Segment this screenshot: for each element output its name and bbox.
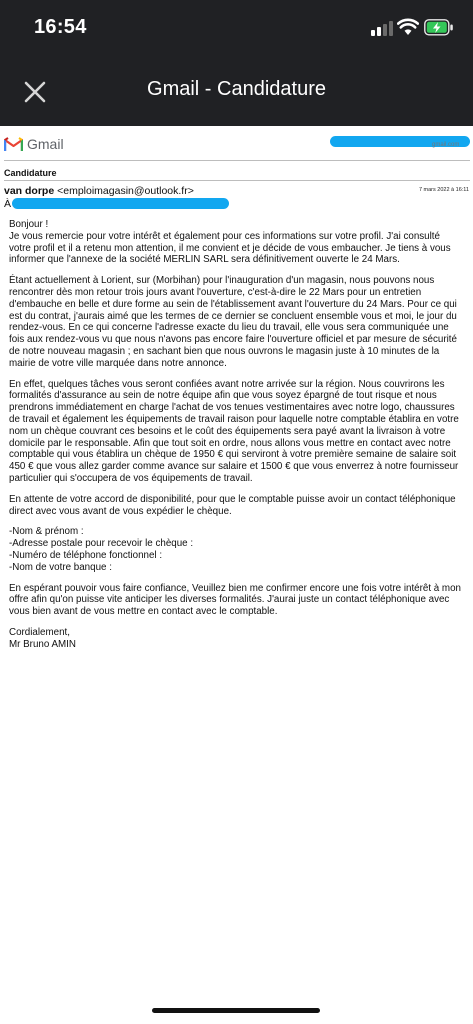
- email-paragraph: Étant actuellement à Lorient, sur (Morbihan) pour l'inauguration d'un magasin, nous pouvons nous rencontrer dès mon retour trois jours avant l'ouverture, c'est-à-dire le 22 Mars pour un entretien d'embauche en belle et dure forme au sein de l'établissement avant l'ouverture du 24 Mars. Pour ce qui est du contrat, j'aurais aimé que les termes de ce dernier se concluent ensemble vous et moi, le jour du rendez-vous. En ce qui concerne l'adresse exacte du lieu du travail, elle vous sera communiquée une fois aux rendez-vous vu que nous n'avons pas encore faire l'ouverture officiel et par mesure de sécurité de notre nouveau magasin ; en sachant bien que nous ouvrons le magasin juste à 10 minutes de la mairie de votre ville marquée dans notre annonce.: [9, 275, 457, 369]
- sender-name: van dorpe: [4, 185, 55, 197]
- gmail-logo-icon: [4, 137, 23, 152]
- email-form-fields: -Nom & prénom : -Adresse postale pour recevoir le chèque : -Numéro de téléphone fonctionnel : -Nom de votre banque :: [9, 526, 194, 573]
- email-paragraph: En espérant pouvoir vous faire confiance, Veuillez bien me confirmer encore une fois votre intérêt à mon offre afin qu'on puisse vite anticiper les diverses formalités. J'aurai juste un contact téléphonique avec vous bien avant de vous mettre en contact avec le comptable.: [9, 582, 461, 618]
- email-recipient-label: À: [4, 198, 12, 210]
- divider: [4, 180, 470, 181]
- gmail-logo-text: Gmail: [27, 136, 64, 152]
- home-indicator[interactable]: [152, 1008, 320, 1013]
- email-signature: Cordialement, Mr Bruno AMIN: [9, 626, 76, 650]
- page-title: Gmail - Candidature: [147, 78, 326, 100]
- status-time: 16:54: [34, 16, 87, 38]
- email-subject: Candidature: [4, 168, 57, 178]
- sender-email: <emploimagasin@outlook.fr>: [57, 185, 194, 197]
- email-paragraph: En attente de votre accord de disponibilité, pour que le comptable puisse avoir un contact téléphonique direct avec vous avant de vous expédier le chèque.: [9, 493, 456, 517]
- email-paragraph: Bonjour ! Je vous remercie pour votre intérêt et également pour ces informations sur votre profil. J'ai consulté votre profil et il a retenu mon attention, il me convient et je décide de vous embaucher. Je tiens à vous informer que l'annexe de la société MERLIN SARL sera définitivement ouverte le 24 Mars.: [9, 219, 451, 266]
- account-domain: gmail.com: [432, 142, 460, 148]
- email-sender: [4, 185, 194, 197]
- email-date: 7 mars 2022 à 16:11: [418, 187, 469, 193]
- status-bar: [0, 0, 473, 56]
- divider: [4, 160, 470, 161]
- cellular-signal-icon: [371, 20, 393, 36]
- email-paragraph: En effet, quelques tâches vous seront confiées avant notre arrivée sur la région. Nous couvrirons les formalités d'assurance au sein de notre équipe afin que vous soyez épargné de tout risque et nous prendrons immédiatement en charge l'achat de vos tenues vestimentaires avec notre logo, chaussures de travail et également les équipements de travail raison pour laquelle notre comptable établira en votre nom un chèque couvrant ces besoins et le coût des équipements sera payé avant la livraison à votre domicile par le responsable. Afin que tout soit en ordre, nous allons vous mettre en contact avec notre comptable qui vous établira un chèque de 1950 € qui serviront à votre première semaine de salaire soit 450 € que vous allez garder comme avance sur salaire et 1500 € que vous enverrez à notre fournisseur particulier qui s'occupera de vos équipements de travail.: [9, 378, 459, 484]
- wifi-icon: [397, 18, 419, 36]
- battery-charging-icon: [424, 19, 454, 36]
- email-body: [9, 219, 461, 660]
- redacted-recipient: [12, 198, 229, 209]
- app-bar: [0, 56, 473, 126]
- gmail-header: [0, 131, 473, 159]
